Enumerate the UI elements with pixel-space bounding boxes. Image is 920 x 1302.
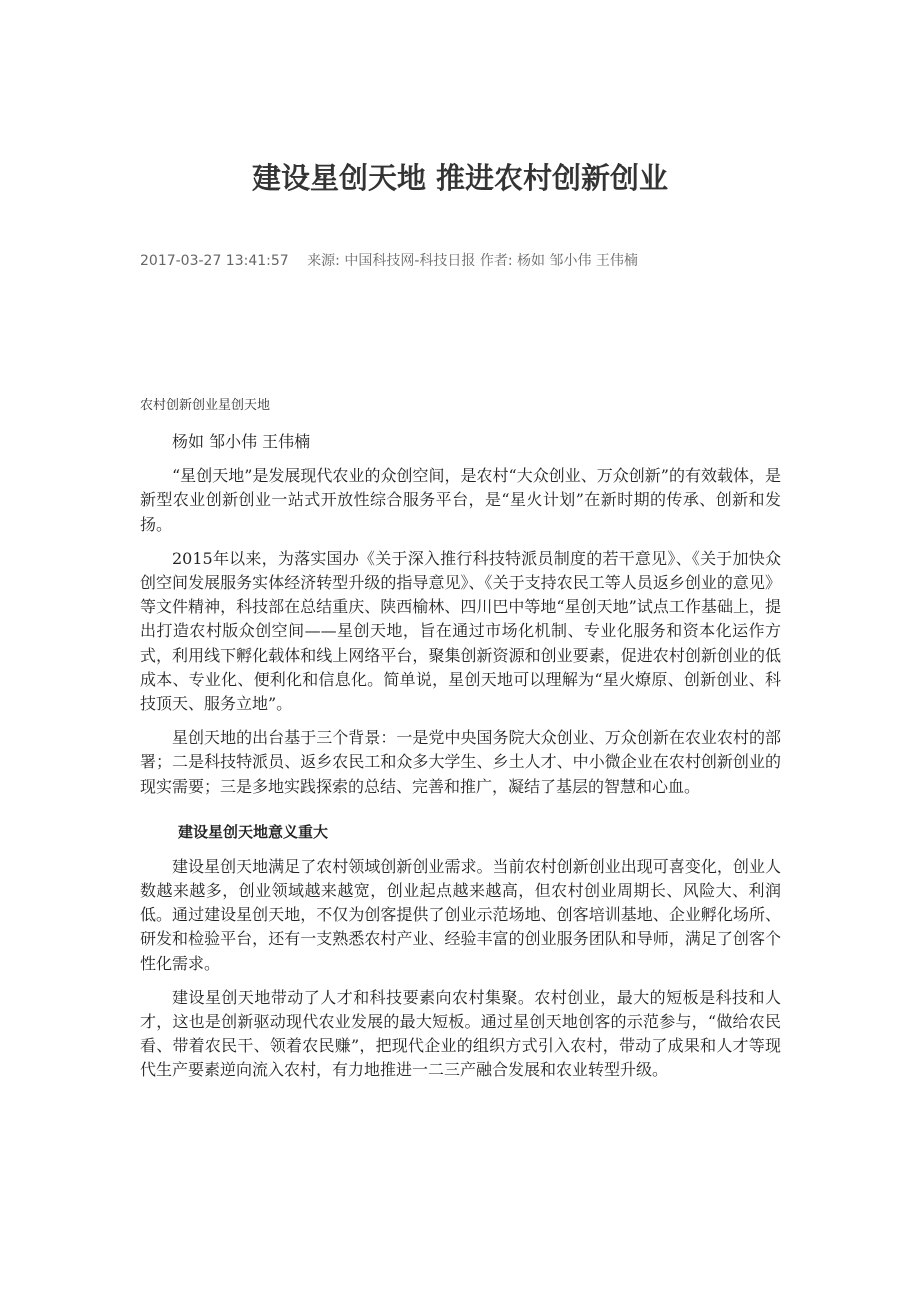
paragraph: 建设星创天地带动了人才和科技要素向农村集聚。农村创业，最大的短板是科技和人才，这也是创新驱动现代农业发展的最大短板。通过星创天地创客的示范参与，“做给农民看、带着农民干、领着农民赚”，把现代企业的组织方式引入农村，带动了成果和人才等现代生产要素逆向流入农村，有力地推进一二三产融合发展和农业转型升级。 (140, 987, 781, 1080)
paragraph: 建设星创天地满足了农村领域创新创业需求。当前农村创新创业出现可喜变化，创业人数越来越多，创业领域越来越宽，创业起点越来越高，但农村创业周期长、风险大、利润低。通过建设星创天地，不仅为创客提供了创业示范场地、创客培训基地、企业孵化场所、研发和检验平台，还有一支熟悉农村产业、经验丰富的创业服务团队和导师，满足了创客个性化需求。 (140, 856, 781, 973)
paragraph: 2015年以来，为落实国办《关于深入推行科技特派员制度的若干意见》、《关于加快众创空间发展服务实体经济转型升级的指导意见》、《关于支持农民工等人员返乡创业的意见》等文件精神，科技部在总结重庆、陕西榆林、四川巴中等地“星创天地”试点工作基础上，提出打造农村版众创空间——星创天地，旨在通过市场化机制、专业化服务和资本化运作方式，利用线下孵化载体和线上网络平台，聚集创新资源和创业要素，促进农村创新创业的低成本、专业化、便利化和信息化。简单说，星创天地可以理解为“星火燎原、创新创业、科技顶天、服务立地”。 (140, 548, 781, 714)
article-title: 建设星创天地 推进农村创新创业 (251, 161, 669, 195)
author-line: 杨如 邹小伟 王伟楠 (172, 432, 311, 451)
section-heading: 建设星创天地意义重大 (178, 822, 329, 841)
source-author-line: 来源: 中国科技网-科技日报 作者: 杨如 邹小伟 王伟楠 (307, 253, 638, 269)
paragraph: “星创天地”是发展现代农业的众创空间，是农村“大众创业、万众创新”的有效载体，是新型农业创新创业一站式开放性综合服务平台，是“星火计划”在新时期的传承、创新和发扬。 (140, 466, 781, 534)
article-meta (140, 251, 780, 271)
publish-datetime: 2017-03-27 13:41:57 (140, 253, 289, 269)
article-keywords: 农村创新创业星创天地 (140, 398, 271, 413)
paragraph: 星创天地的出台基于三个背景：一是党中央国务院大众创业、万众创新在农业农村的部署；二是科技特派员、返乡农民工和众多大学生、乡土人才、中小微企业在农村创新创业的现实需要；三是多地实践探索的总结、完善和推广，凝结了基层的智慧和心血。 (140, 728, 781, 796)
article-body (140, 430, 781, 1093)
